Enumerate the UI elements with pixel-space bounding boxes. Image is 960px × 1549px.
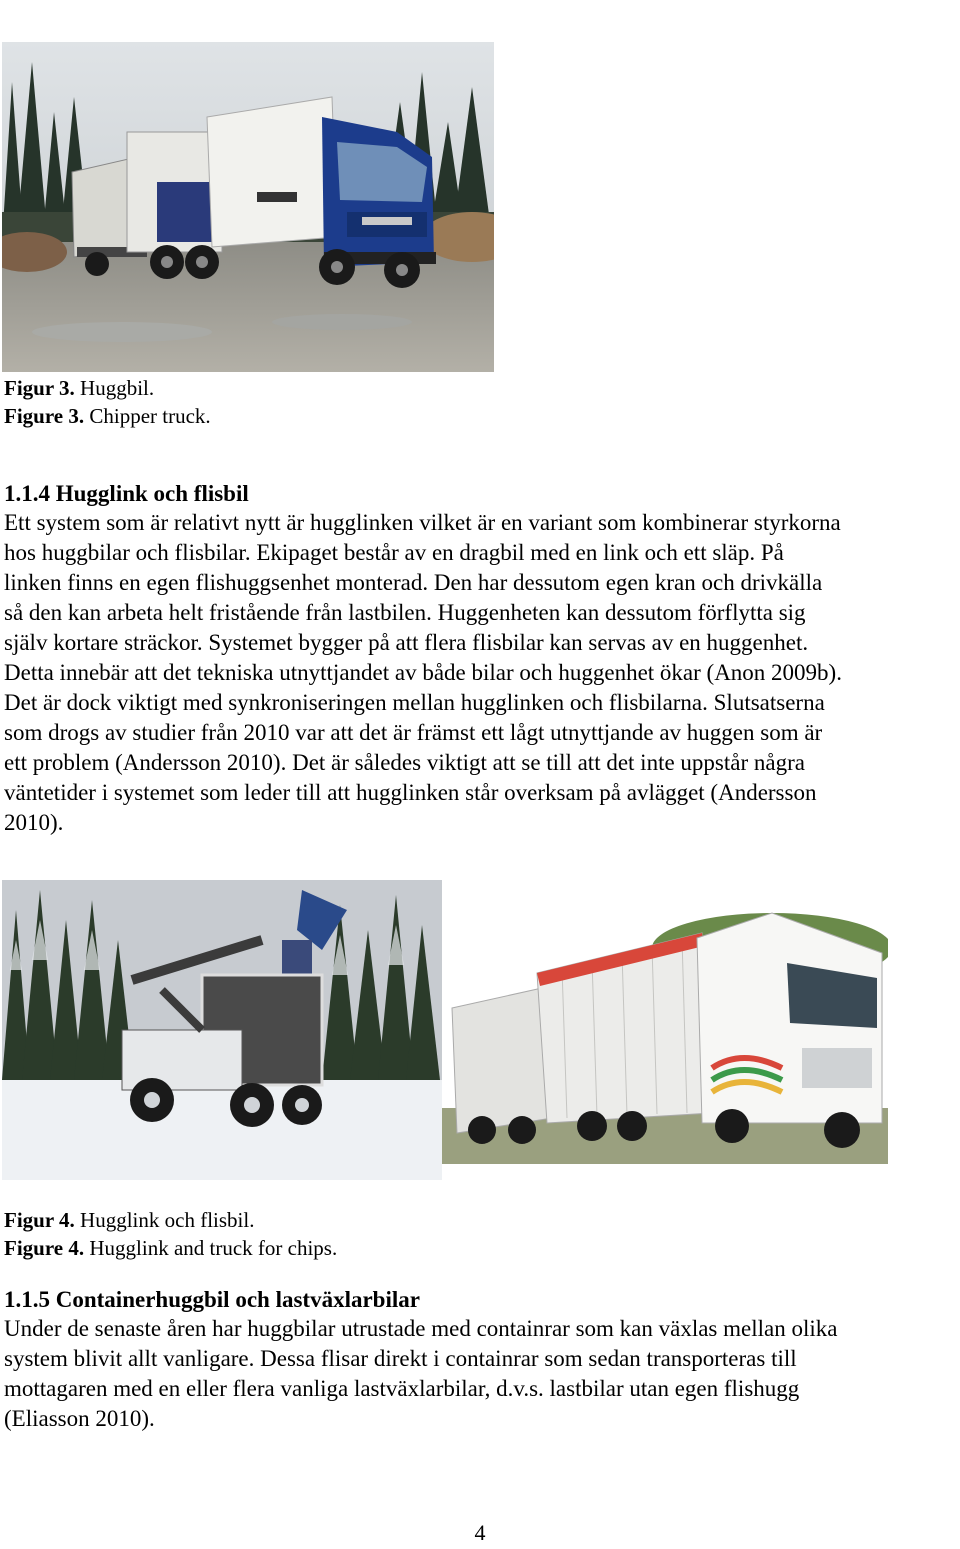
section-heading-115: 1.1.5 Containerhuggbil och lastväxlarbilar	[4, 1287, 420, 1312]
caption-text: Huggbil.	[80, 376, 155, 400]
paragraph-line: så den kan arbeta helt fristående från lastbilen. Huggenheten kan dessutom förflytta sig	[4, 600, 806, 625]
paragraph-line: som drogs av studier från 2010 var att det är främst ett lågt utnyttjande av huggen som är	[4, 720, 823, 745]
paragraph-line: 2010).	[4, 810, 64, 835]
paragraph-line: mottagaren med en eller flera vanliga lastväxlarbilar, d.v.s. lastbilar utan egen flishugg	[4, 1376, 800, 1401]
section-114-body	[4, 508, 960, 838]
figure4-flisbil-photo	[442, 908, 888, 1164]
paragraph-line: Det är dock viktigt med synkroniseringen mellan hugglinken och flisbilarna. Slutsatserna	[4, 690, 825, 715]
caption-text: Hugglink and truck for chips.	[89, 1236, 338, 1260]
paragraph-line: linken finns en egen flishuggsenhet monterad. Den har dessutom egen kran och drivkälla	[4, 570, 823, 595]
paragraph-line: själv kortare sträckor. Systemet bygger på att flera flisbilar kan servas av en huggenhet.	[4, 630, 809, 655]
paragraph-line: hos huggbilar och flisbilar. Ekipaget består av en dragbil med en link och ett släp. På	[4, 540, 784, 565]
figure3-caption-en	[4, 402, 211, 430]
caption-label: Figure 4.	[4, 1236, 85, 1260]
paragraph-line: Under de senaste åren har huggbilar utrustade med containrar som kan växlas mellan olika	[4, 1316, 838, 1341]
caption-label: Figure 3.	[4, 404, 85, 428]
figure3-caption-sv	[4, 374, 154, 402]
figure4-caption-sv	[4, 1206, 254, 1234]
paragraph-line: Detta innebär att det tekniska utnyttjandet av både bilar och huggenhet ökar (Anon 2009b).	[4, 660, 842, 685]
caption-label: Figur 4.	[4, 1208, 75, 1232]
caption-text: Hugglink och flisbil.	[80, 1208, 255, 1232]
caption-label: Figur 3.	[4, 376, 75, 400]
caption-text: Chipper truck.	[89, 404, 211, 428]
section-heading-114: 1.1.4 Hugglink och flisbil	[4, 481, 249, 506]
figure3-photo	[2, 42, 494, 372]
figure4-hugglink-photo	[2, 880, 442, 1180]
paragraph-line: system blivit allt vanligare. Dessa flisar direkt i containrar som sedan transporteras till	[4, 1346, 797, 1371]
paragraph-line: ett problem (Andersson 2010). Det är således viktigt att se till att det inte uppstår några	[4, 750, 805, 775]
paragraph-line: väntetider i systemet som leder till att hugglinken står overksam på avlägget (Andersson	[4, 780, 817, 805]
section-115-body	[4, 1314, 960, 1434]
paragraph-line: (Eliasson 2010).	[4, 1406, 155, 1431]
figure4-caption-en	[4, 1234, 337, 1262]
paragraph-line: Ett system som är relativt nytt är hugglinken vilket är en variant som kombinerar styrkorna	[4, 510, 841, 535]
page-number: 4	[474, 1520, 486, 1545]
